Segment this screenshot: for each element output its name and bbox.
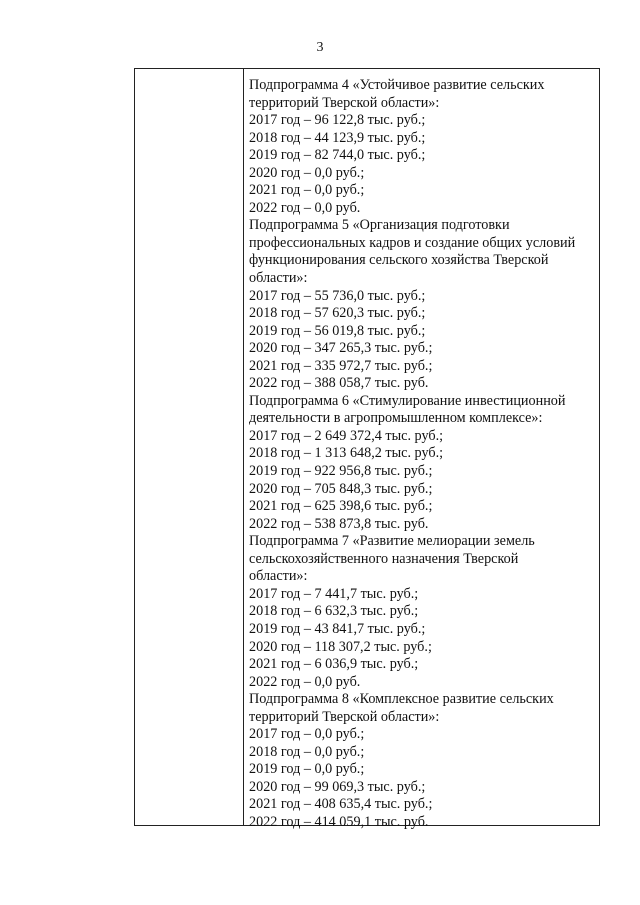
subprogram-title-line: Подпрограмма 5 «Организация подготовки bbox=[249, 217, 510, 234]
subprogram-title-line: Подпрограмма 8 «Комплексное развитие сельских bbox=[249, 691, 554, 708]
subprogram-title-line: территорий Тверской области»: bbox=[249, 708, 440, 725]
subprogram-8 bbox=[249, 691, 594, 831]
subprogram-title-line: профессиональных кадров и создание общих условий bbox=[249, 234, 576, 251]
year-amount: 2017 год – 96 122,8 тыс. руб.; bbox=[249, 112, 426, 129]
subprogram-title-line: Подпрограмма 6 «Стимулирование инвестиционной bbox=[249, 392, 566, 409]
subprogram-title-line: области»: bbox=[249, 568, 308, 585]
year-amount: 2022 год – 0,0 руб. bbox=[249, 199, 361, 216]
subprogram-7 bbox=[249, 533, 594, 691]
year-amount: 2017 год – 7 441,7 тыс. руб.; bbox=[249, 585, 419, 602]
year-amount: 2018 год – 57 620,3 тыс. руб.; bbox=[249, 305, 426, 322]
year-amount: 2019 год – 0,0 руб.; bbox=[249, 761, 365, 778]
year-amount: 2018 год – 6 632,3 тыс. руб.; bbox=[249, 603, 419, 620]
year-amount: 2019 год – 922 956,8 тыс. руб.; bbox=[249, 463, 433, 480]
funding-table bbox=[134, 68, 600, 830]
subprogram-title-line: области»: bbox=[249, 270, 308, 287]
year-amount: 2021 год – 6 036,9 тыс. руб.; bbox=[249, 656, 419, 673]
column-divider bbox=[243, 69, 244, 825]
year-amount: 2019 год – 56 019,8 тыс. руб.; bbox=[249, 322, 426, 339]
year-amount: 2019 год – 82 744,0 тыс. руб.; bbox=[249, 147, 426, 164]
year-amount: 2020 год – 118 307,2 тыс. руб.; bbox=[249, 638, 432, 655]
year-amount: 2018 год – 1 313 648,2 тыс. руб.; bbox=[249, 445, 444, 462]
year-amount: 2022 год – 0,0 руб. bbox=[249, 673, 361, 690]
year-amount: 2020 год – 0,0 руб.; bbox=[249, 164, 365, 181]
subprogram-4 bbox=[249, 77, 594, 217]
subprogram-title-line: Подпрограмма 7 «Развитие мелиорации земель bbox=[249, 533, 535, 550]
subprogram-title-line: функционирования сельского хозяйства Тверской bbox=[249, 252, 549, 269]
year-amount: 2017 год – 55 736,0 тыс. руб.; bbox=[249, 287, 426, 304]
year-amount: 2021 год – 625 398,6 тыс. руб.; bbox=[249, 498, 433, 515]
year-amount: 2020 год – 99 069,3 тыс. руб.; bbox=[249, 778, 426, 795]
subprogram-title-line: деятельности в агропромышленном комплексе»: bbox=[249, 410, 543, 427]
subprogram-title-line: Подпрограмма 4 «Устойчивое развитие сельских bbox=[249, 77, 545, 93]
page-number: 3 bbox=[316, 40, 324, 55]
year-amount: 2021 год – 0,0 руб.; bbox=[249, 182, 365, 199]
subprogram-5 bbox=[249, 217, 594, 392]
year-amount: 2017 год – 0,0 руб.; bbox=[249, 726, 365, 743]
year-amount: 2019 год – 43 841,7 тыс. руб.; bbox=[249, 620, 426, 637]
subprogram-title-line: сельскохозяйственного назначения Тверской bbox=[249, 550, 519, 567]
year-amount: 2018 год – 0,0 руб.; bbox=[249, 743, 365, 760]
year-amount: 2022 год – 414 059,1 тыс. руб. bbox=[249, 813, 429, 830]
funding-cell bbox=[249, 77, 594, 832]
subprogram-title-line: территорий Тверской области»: bbox=[249, 94, 440, 111]
year-amount: 2022 год – 538 873,8 тыс. руб. bbox=[249, 515, 429, 532]
year-amount: 2021 год – 408 635,4 тыс. руб.; bbox=[249, 796, 433, 813]
year-amount: 2018 год – 44 123,9 тыс. руб.; bbox=[249, 129, 426, 146]
subprogram-6 bbox=[249, 393, 594, 533]
year-amount: 2021 год – 335 972,7 тыс. руб.; bbox=[249, 357, 433, 374]
year-amount: 2017 год – 2 649 372,4 тыс. руб.; bbox=[249, 427, 444, 444]
year-amount: 2020 год – 705 848,3 тыс. руб.; bbox=[249, 480, 433, 497]
year-amount: 2020 год – 347 265,3 тыс. руб.; bbox=[249, 340, 433, 357]
year-amount: 2022 год – 388 058,7 тыс. руб. bbox=[249, 375, 429, 392]
